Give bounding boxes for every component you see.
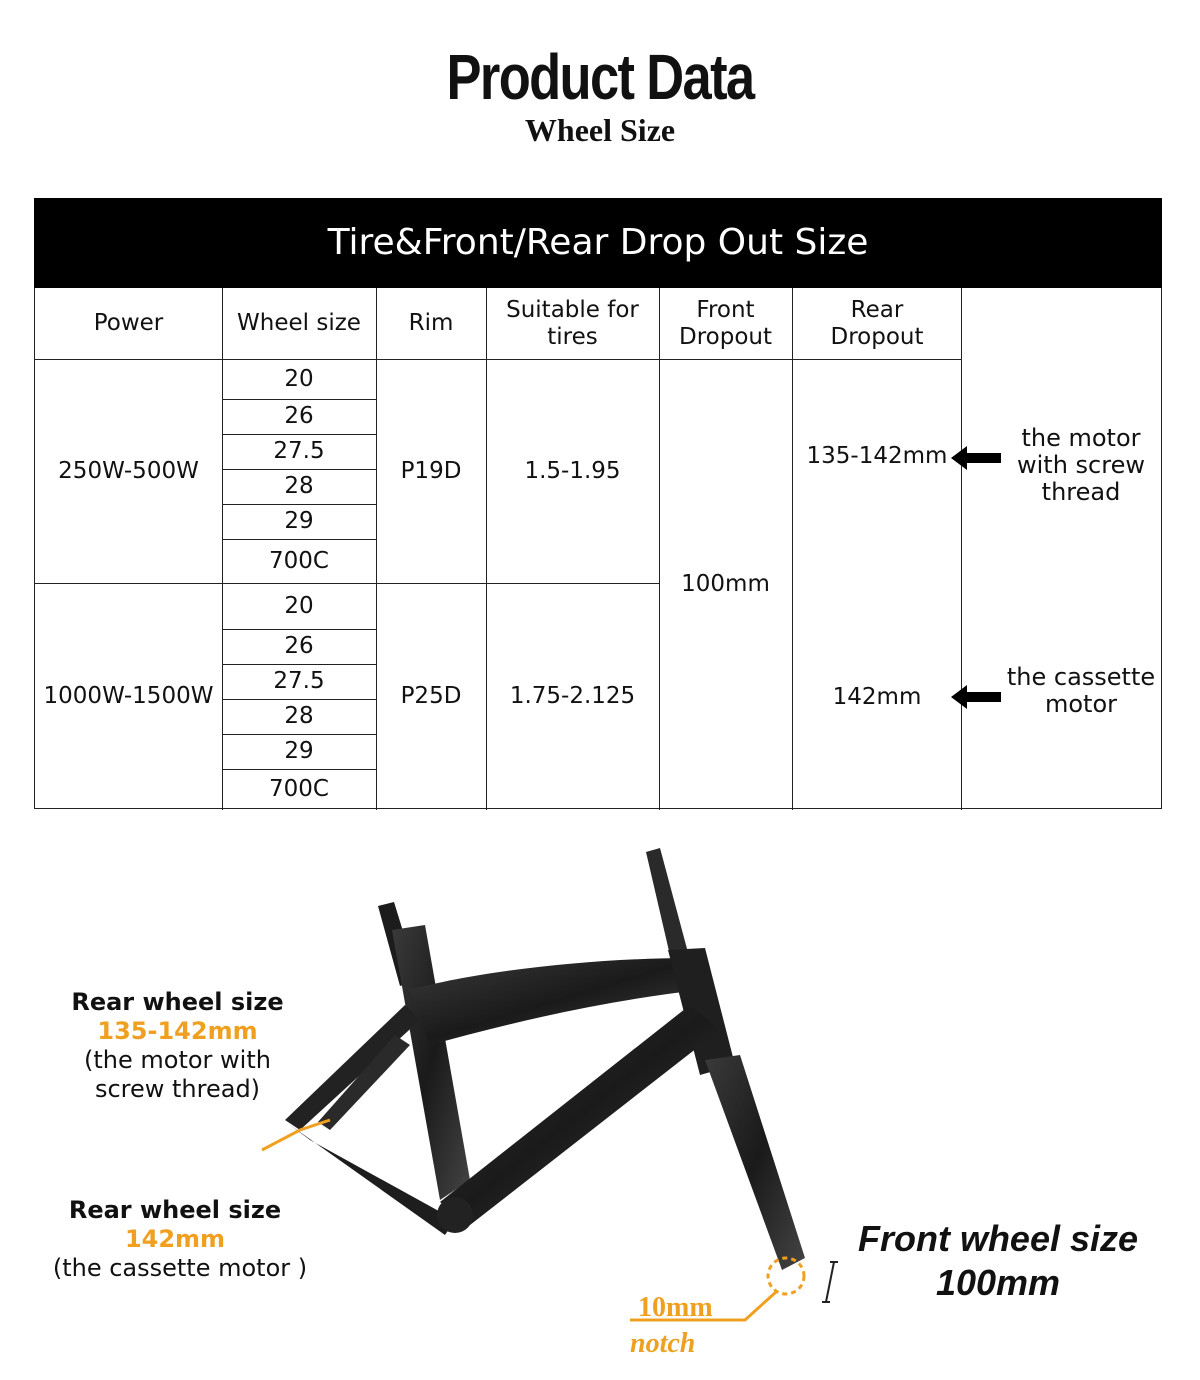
power-cell: 250W-500W: [58, 457, 199, 484]
rear-note: the cassette motor: [1006, 663, 1156, 718]
col-header-front-dropout: Front Dropout: [679, 296, 772, 350]
wheel-size-cell: 28: [284, 473, 314, 499]
rear-label-2-desc: (the cassette motor ): [52, 1254, 308, 1282]
arrow-left-icon: [951, 685, 1003, 709]
wheel-size-cell: 20: [284, 592, 314, 619]
table-heading: Tire&Front/Rear Drop Out Size: [34, 198, 1162, 288]
rim-cell: P25D: [400, 683, 462, 709]
page-subtitle: Wheel Size: [524, 112, 676, 148]
page-title: Product Data: [446, 41, 754, 113]
arrow-left-icon: [951, 446, 1003, 470]
wheel-size-cell: 29: [284, 738, 314, 764]
rear-note: the motor with screw thread: [1017, 424, 1145, 506]
wheel-size-cell: 27.5: [273, 438, 325, 464]
wheel-size-cell: 20: [284, 365, 314, 392]
notch-size: 10mm: [638, 1292, 713, 1323]
tires-cell: 1.5-1.95: [524, 457, 621, 484]
wheel-size-cell: 28: [284, 703, 314, 729]
wheel-size-cell: 26: [284, 403, 314, 429]
col-header-rim: Rim: [408, 310, 454, 336]
rim-cell: P19D: [400, 457, 462, 484]
power-cell: 1000W-1500W: [43, 683, 214, 709]
front-label-title: Front wheel size: [857, 1218, 1139, 1259]
rear-label-2-value: 142mm: [124, 1225, 226, 1253]
rear-label-1-desc: (the motor with screw thread): [84, 1046, 271, 1103]
col-header-power: Power: [93, 310, 164, 336]
notch-label: notch: [630, 1328, 696, 1359]
rear-label-1-value: 135-142mm: [97, 1017, 258, 1045]
col-header-tires: Suitable for tires: [506, 296, 639, 350]
col-header-rear-dropout: Rear Dropout: [830, 296, 924, 350]
rear-dropout-cell: 135-142mm: [806, 443, 948, 469]
wheel-size-cell: 27.5: [273, 668, 325, 694]
front-dropout-cell: 100mm: [681, 570, 770, 597]
rear-dropout-cell: 142mm: [832, 683, 922, 710]
col-header-wheel-size: Wheel size: [237, 310, 361, 336]
front-label-value: 100mm: [935, 1262, 1061, 1303]
dropout-size-table: [34, 198, 1162, 809]
wheel-size-cell: 700C: [269, 776, 329, 802]
rear-label-2-title: Rear wheel size: [68, 1196, 282, 1224]
wheel-size-cell: 26: [284, 633, 314, 659]
wheel-size-cell: 29: [284, 508, 314, 534]
rear-label-1-title: Rear wheel size: [71, 988, 284, 1016]
wheel-size-cell: 700C: [269, 547, 329, 574]
tires-cell: 1.75-2.125: [509, 683, 636, 709]
